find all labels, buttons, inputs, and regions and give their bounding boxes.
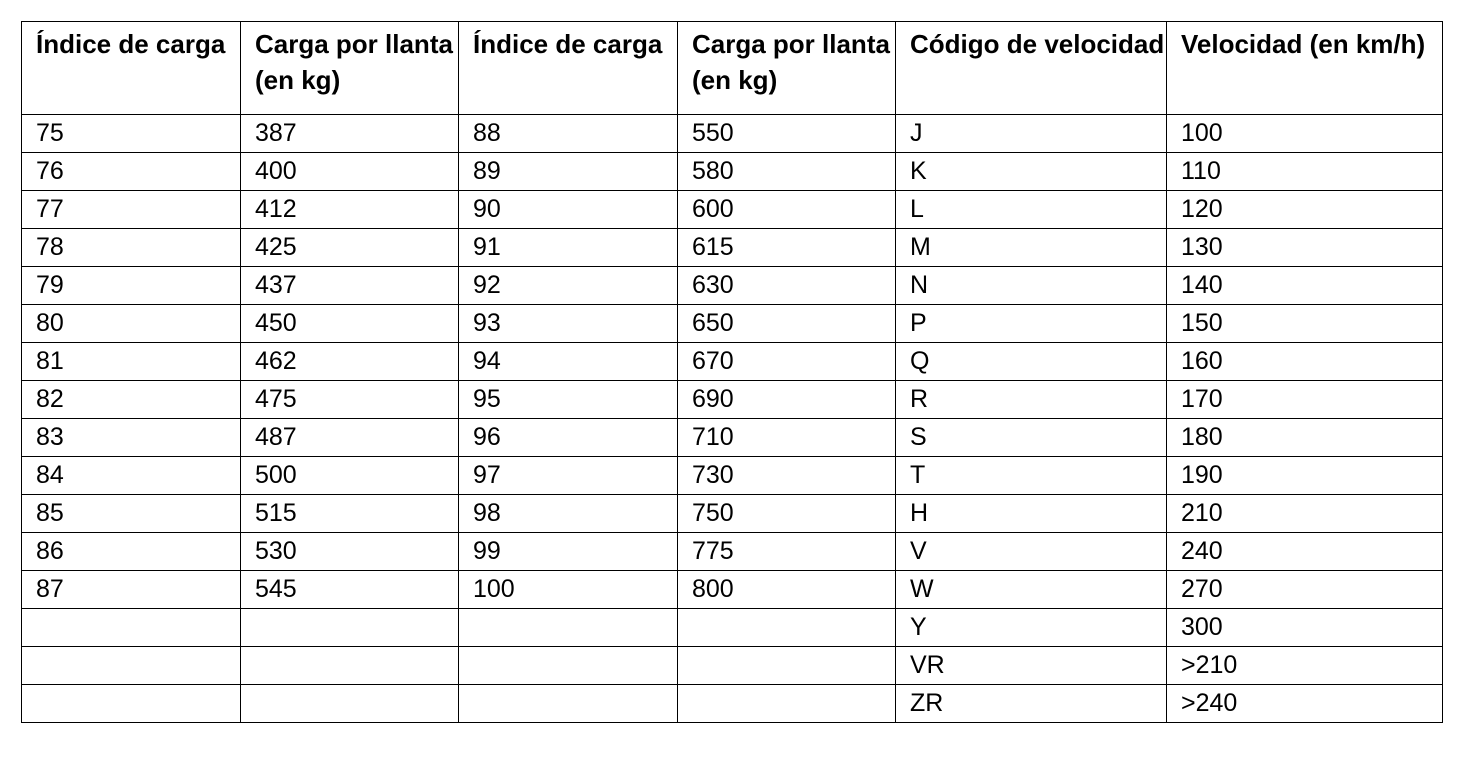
- table-row: [22, 305, 1443, 343]
- table-cell: P: [896, 305, 1167, 343]
- table-cell: [678, 609, 896, 647]
- table-cell: Q: [896, 343, 1167, 381]
- table-cell: [241, 685, 459, 723]
- table-cell: 530: [241, 533, 459, 571]
- table-cell: 487: [241, 419, 459, 457]
- table-cell: 100: [459, 571, 678, 609]
- table-cell: 580: [678, 153, 896, 191]
- table-cell: [22, 609, 241, 647]
- table-row: [22, 609, 1443, 647]
- table-cell: 90: [459, 191, 678, 229]
- table-row: [22, 647, 1443, 685]
- table-cell: 775: [678, 533, 896, 571]
- table-cell: 85: [22, 495, 241, 533]
- table-cell: 91: [459, 229, 678, 267]
- table-cell: 730: [678, 457, 896, 495]
- table-cell: [22, 685, 241, 723]
- table-cell: 99: [459, 533, 678, 571]
- table-cell: 800: [678, 571, 896, 609]
- table-cell: 88: [459, 115, 678, 153]
- table-cell: 190: [1167, 457, 1443, 495]
- table-cell: 80: [22, 305, 241, 343]
- tire-load-speed-table: [21, 21, 1443, 723]
- table-cell: [459, 609, 678, 647]
- table-row: [22, 495, 1443, 533]
- table-cell: 96: [459, 419, 678, 457]
- table-cell: 170: [1167, 381, 1443, 419]
- table-row: [22, 267, 1443, 305]
- table-cell: 83: [22, 419, 241, 457]
- table-cell: J: [896, 115, 1167, 153]
- table-cell: 387: [241, 115, 459, 153]
- table-cell: 412: [241, 191, 459, 229]
- table-cell: [241, 647, 459, 685]
- table-cell: 77: [22, 191, 241, 229]
- table-cell: Y: [896, 609, 1167, 647]
- table-cell: >240: [1167, 685, 1443, 723]
- table-cell: T: [896, 457, 1167, 495]
- table-cell: 475: [241, 381, 459, 419]
- table-cell: R: [896, 381, 1167, 419]
- header-cell: Índice de carga: [459, 22, 678, 115]
- table-cell: V: [896, 533, 1167, 571]
- table-cell: M: [896, 229, 1167, 267]
- table-cell: 515: [241, 495, 459, 533]
- table-cell: [459, 647, 678, 685]
- table-cell: 240: [1167, 533, 1443, 571]
- table-cell: 210: [1167, 495, 1443, 533]
- table-cell: 550: [678, 115, 896, 153]
- header-cell: Código de velocidad: [896, 22, 1167, 115]
- table-cell: 180: [1167, 419, 1443, 457]
- table-cell: 650: [678, 305, 896, 343]
- table-cell: 270: [1167, 571, 1443, 609]
- table-cell: 76: [22, 153, 241, 191]
- table-row: [22, 533, 1443, 571]
- table-cell: 500: [241, 457, 459, 495]
- table-cell: [459, 685, 678, 723]
- table-cell: 89: [459, 153, 678, 191]
- table-cell: 750: [678, 495, 896, 533]
- table-cell: 462: [241, 343, 459, 381]
- table-cell: 450: [241, 305, 459, 343]
- table-row: [22, 419, 1443, 457]
- table-cell: 86: [22, 533, 241, 571]
- table-cell: L: [896, 191, 1167, 229]
- table-cell: 140: [1167, 267, 1443, 305]
- table-cell: 98: [459, 495, 678, 533]
- table-cell: 95: [459, 381, 678, 419]
- header-cell: Índice de carga: [22, 22, 241, 115]
- table-row: [22, 153, 1443, 191]
- table-cell: 94: [459, 343, 678, 381]
- table-cell: VR: [896, 647, 1167, 685]
- header-row: [22, 22, 1443, 115]
- table-cell: 630: [678, 267, 896, 305]
- table-cell: S: [896, 419, 1167, 457]
- table-cell: ZR: [896, 685, 1167, 723]
- table-cell: 150: [1167, 305, 1443, 343]
- table-row: [22, 571, 1443, 609]
- table-cell: 545: [241, 571, 459, 609]
- table-cell: 600: [678, 191, 896, 229]
- table-cell: 690: [678, 381, 896, 419]
- table-cell: 130: [1167, 229, 1443, 267]
- table-cell: 78: [22, 229, 241, 267]
- table-cell: 710: [678, 419, 896, 457]
- table-cell: 100: [1167, 115, 1443, 153]
- table-cell: N: [896, 267, 1167, 305]
- header-cell: Carga por llanta (en kg): [678, 22, 896, 115]
- table-cell: 437: [241, 267, 459, 305]
- table-row: [22, 381, 1443, 419]
- table-body: [22, 115, 1443, 723]
- table-cell: 93: [459, 305, 678, 343]
- table-cell: 400: [241, 153, 459, 191]
- table-cell: 670: [678, 343, 896, 381]
- table-cell: 92: [459, 267, 678, 305]
- table-cell: 79: [22, 267, 241, 305]
- table-cell: 81: [22, 343, 241, 381]
- table-cell: 160: [1167, 343, 1443, 381]
- header-cell: Velocidad (en km/h): [1167, 22, 1443, 115]
- table-cell: 300: [1167, 609, 1443, 647]
- table-cell: 75: [22, 115, 241, 153]
- table-cell: [22, 647, 241, 685]
- table-row: [22, 229, 1443, 267]
- table-row: [22, 685, 1443, 723]
- table-cell: >210: [1167, 647, 1443, 685]
- table-cell: 615: [678, 229, 896, 267]
- table-cell: [241, 609, 459, 647]
- table-cell: H: [896, 495, 1167, 533]
- table-cell: [678, 685, 896, 723]
- table-cell: 87: [22, 571, 241, 609]
- table-row: [22, 343, 1443, 381]
- header-cell: Carga por llanta (en kg): [241, 22, 459, 115]
- table-row: [22, 457, 1443, 495]
- table-cell: 97: [459, 457, 678, 495]
- table-cell: 110: [1167, 153, 1443, 191]
- table-cell: K: [896, 153, 1167, 191]
- table-cell: [678, 647, 896, 685]
- table-cell: 82: [22, 381, 241, 419]
- table-cell: 425: [241, 229, 459, 267]
- table-row: [22, 115, 1443, 153]
- table-cell: 120: [1167, 191, 1443, 229]
- table-row: [22, 191, 1443, 229]
- table-cell: 84: [22, 457, 241, 495]
- table-cell: W: [896, 571, 1167, 609]
